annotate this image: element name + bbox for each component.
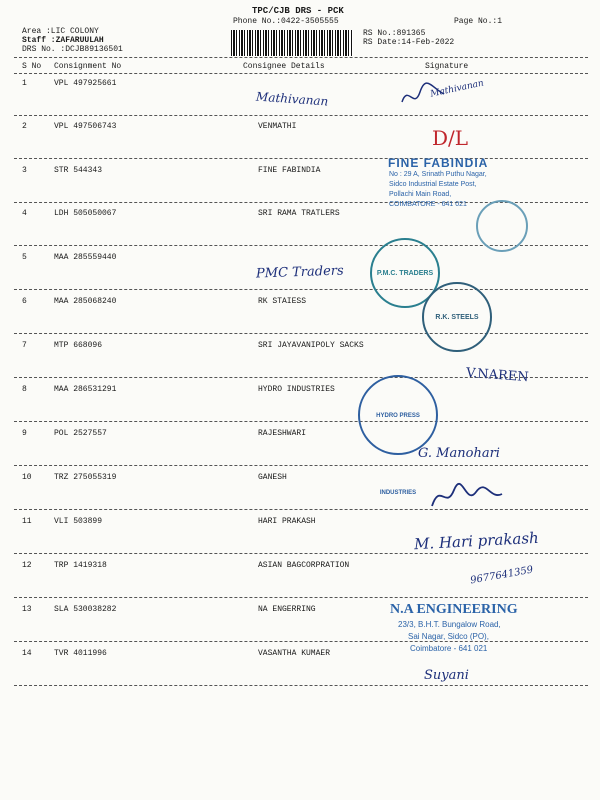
header-divider-bottom <box>14 73 588 74</box>
row-sno: 7 <box>22 341 27 350</box>
col-consignment: Consignment No <box>54 62 122 71</box>
row-sno: 3 <box>22 166 27 175</box>
handwritten-signature: M. Hari prakash <box>413 528 540 554</box>
row-consignee: SRI JAYAVANIPOLY SACKS <box>258 341 364 350</box>
stamp-fabindia-line4: COIMBATORE - 641 021 <box>389 201 467 208</box>
barcode <box>231 30 353 56</box>
row-divider <box>14 465 588 466</box>
row-divider <box>14 421 588 422</box>
stamp-pmc-text: P.M.C. TRADERS <box>376 270 434 277</box>
row-sno: 4 <box>22 209 27 218</box>
row-sno: 14 <box>22 649 32 658</box>
stamp-fabindia-line1: No : 29 A, Srinath Puthu Nagar, <box>389 171 487 178</box>
row-sno: 1 <box>22 79 27 88</box>
row-consignment: MTP 668096 <box>54 341 103 350</box>
row-consignment: POL 2527557 <box>54 429 107 438</box>
col-sno: S No <box>22 62 42 71</box>
stamp-na-line3: Coimbatore - 641 021 <box>410 644 488 653</box>
row-consignee: HYDRO INDUSTRIES <box>258 385 335 394</box>
row-divider <box>14 289 588 290</box>
row-consignee: SRI RAMA TRATLERS <box>258 209 340 218</box>
stamp-hydro <box>358 375 438 496</box>
table-row <box>0 122 600 134</box>
table-row <box>0 297 600 309</box>
handwritten-signature: Suyani <box>424 668 469 683</box>
round-stamp-icon <box>476 200 528 252</box>
phone-number: Phone No.:0422-3505555 <box>233 17 339 26</box>
row-consignee: VENMATHI <box>258 122 297 131</box>
table-row <box>0 79 600 91</box>
rs-date: RS Date:14-Feb-2022 <box>363 38 455 47</box>
row-consignee: FINE FABINDIA <box>258 166 321 175</box>
stamp-hydro-text: HYDRO PRESS INDUSTRIES <box>376 413 420 496</box>
row-consignee: NA ENGERRING <box>258 605 316 614</box>
handwritten-signature: G. Manohari <box>418 446 500 461</box>
handwritten-signature: Mathivanan <box>429 78 485 100</box>
stamp-na-line2: Sai Nagar, Sidco (PO), <box>408 632 489 641</box>
table-row <box>0 253 600 265</box>
row-divider <box>14 158 588 159</box>
row-sno: 2 <box>22 122 27 131</box>
handwritten-signature: V.NAREN <box>465 365 530 386</box>
row-sno: 11 <box>22 517 32 526</box>
row-consignment: MAA 286531291 <box>54 385 117 394</box>
row-sno: 8 <box>22 385 27 394</box>
row-divider <box>14 597 588 598</box>
row-consignment: LDH 505050067 <box>54 209 117 218</box>
row-divider <box>14 333 588 334</box>
page-number: Page No.:1 <box>454 17 503 26</box>
report-title: TPC/CJB DRS - PCK <box>252 6 344 16</box>
row-divider <box>14 115 588 116</box>
row-sno: 6 <box>22 297 27 306</box>
row-consignment: TRZ 275055319 <box>54 473 117 482</box>
row-consignee: VASANTHA KUMAER <box>258 649 331 658</box>
row-consignee: RK STAIESS <box>258 297 307 306</box>
stamp-fabindia-line3: Pollachi Main Road, <box>389 191 452 198</box>
signature-scribble-icon <box>426 480 506 514</box>
table-row <box>0 649 600 661</box>
handwritten-name: Mathivanan <box>255 89 329 109</box>
row-consignment: SLA 530038282 <box>54 605 117 614</box>
table-row <box>0 517 600 529</box>
rs-number: RS No.:891365 <box>363 29 426 38</box>
stamp-na-title: N.A ENGINEERING <box>390 602 518 617</box>
row-sno: 12 <box>22 561 32 570</box>
handwritten-company: PMC Traders <box>255 263 344 282</box>
row-consignment: TVR 4011996 <box>54 649 107 658</box>
stamp-na-line1: 23/3, B.H.T. Bungalow Road, <box>398 620 501 629</box>
row-consignment: VPL 497506743 <box>54 122 117 131</box>
stamp-fabindia-title: FINE FABINDIA <box>388 156 489 170</box>
drs-number: DRS No. :DCJB89136501 <box>22 45 123 54</box>
header-divider <box>14 57 588 58</box>
row-sno: 9 <box>22 429 27 438</box>
row-consignment: TRP 1419318 <box>54 561 107 570</box>
row-consignment: VLI 503899 <box>54 517 103 526</box>
stamp-fabindia-line2: Sidco Industrial Estate Post, <box>389 181 477 188</box>
stamp-steels-text: R.K. STEELS <box>435 314 479 321</box>
row-consignment: VPL 497925661 <box>54 79 117 88</box>
row-consignee: HARI PRAKASH <box>258 517 316 526</box>
row-consignment: STR 544343 <box>54 166 103 175</box>
table-row <box>0 166 600 178</box>
row-divider <box>14 685 588 686</box>
row-consignee: GANESH <box>258 473 287 482</box>
area-label: Area :LIC COLONY <box>22 27 99 36</box>
row-divider <box>14 553 588 554</box>
table-row <box>0 429 600 441</box>
table-row <box>0 473 600 485</box>
handwritten-phone: 9677641359 <box>469 564 535 587</box>
row-consignee: ASIAN BAGCORPRATION <box>258 561 350 570</box>
col-signature: Signature <box>425 62 469 71</box>
row-consignee: RAJESHWARI <box>258 429 307 438</box>
col-consignee: Consignee Details <box>243 62 325 71</box>
delivered-mark: D/L <box>432 126 469 150</box>
stamp-steels <box>422 282 492 352</box>
staff-label: Staff :ZAFARUULAH <box>22 36 104 45</box>
row-consignment: MAA 285068240 <box>54 297 117 306</box>
row-sno: 13 <box>22 605 32 614</box>
row-sno: 10 <box>22 473 32 482</box>
row-consignment: MAA 285559440 <box>54 253 117 262</box>
table-row <box>0 341 600 353</box>
row-sno: 5 <box>22 253 27 262</box>
table-row <box>0 385 600 397</box>
row-divider <box>14 641 588 642</box>
